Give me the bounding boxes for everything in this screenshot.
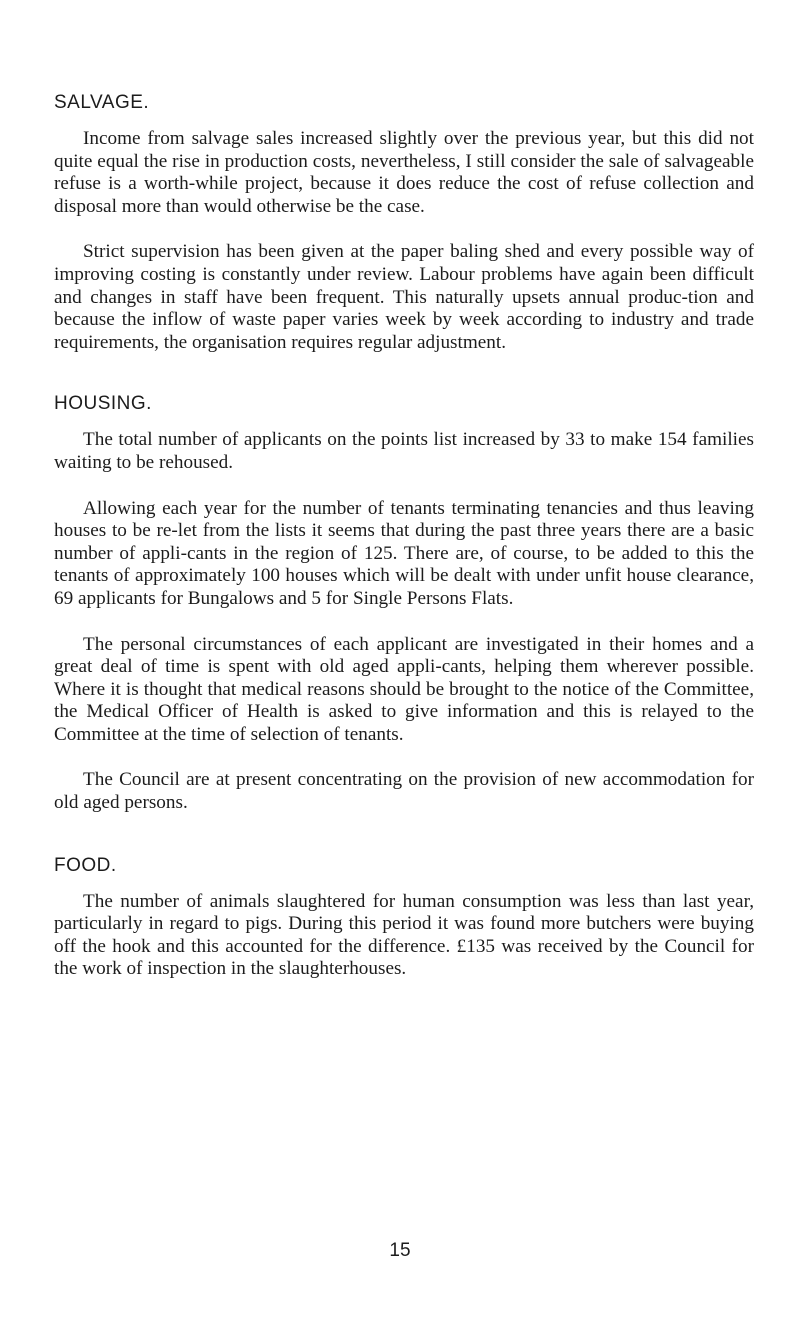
section-heading-housing: HOUSING.	[54, 393, 152, 415]
section-heading-food: FOOD.	[54, 854, 117, 876]
paragraph: Income from salvage sales increased slightly over the previous year, but this did not quite equal the rise in production costs, nevertheless, I still consider the sale of salvageable refuse is a worth-while project, because it does reduce the cost of refuse collection and disposal more than would otherwise be the case.	[54, 128, 754, 217]
section-food	[54, 853, 754, 981]
section-heading-salvage: SALVAGE.	[54, 92, 150, 113]
section-salvage	[54, 90, 754, 354]
section-housing	[54, 391, 754, 814]
paragraph: Allowing each year for the number of tenants terminating tenancies and thus leaving houses to be re-let from the lists it seems that during the past three years there are a basic number of appli-cants in the region of 125. There are, of course, to be added to this the tenants of approximately 100 houses which will be dealt with under unfit house clearance, 69 applicants for Bungalows and 5 for Single Persons Flats.	[54, 497, 754, 609]
paragraph: The personal circumstances of each applicant are investigated in their homes and a great deal of time is spent with old aged appli-cants, helping them wherever possible. Where it is thought that medical reasons should be brought to the notice of the Committee, the Medical Officer of Health is asked to give information and this is relayed to the Committee at the time of selection of tenants.	[54, 633, 754, 745]
paragraph: The total number of applicants on the points list increased by 33 to make 154 families waiting to be rehoused.	[54, 429, 754, 473]
paragraph: The Council are at present concentrating on the provision of new accommodation for old aged persons.	[54, 769, 754, 814]
document-page	[54, 90, 754, 981]
paragraph: Strict supervision has been given at the paper baling shed and every possible way of improving costing is constantly under review. Labour problems have again been difficult and changes in staff have been frequent. This naturally upsets annual produc-tion and because the inflow of waste paper varies week by week according to industry and trade requirements, the organisation requires regular adjustment.	[54, 241, 754, 353]
page-number: 15	[389, 1240, 411, 1261]
paragraph: The number of animals slaughtered for human consumption was less than last year, particularly in regard to pigs. During this period it was found more butchers were buying off the hook and this accounted for the difference. £135 was received by the Council for the work of inspection in the slaughterhouses.	[54, 890, 754, 980]
